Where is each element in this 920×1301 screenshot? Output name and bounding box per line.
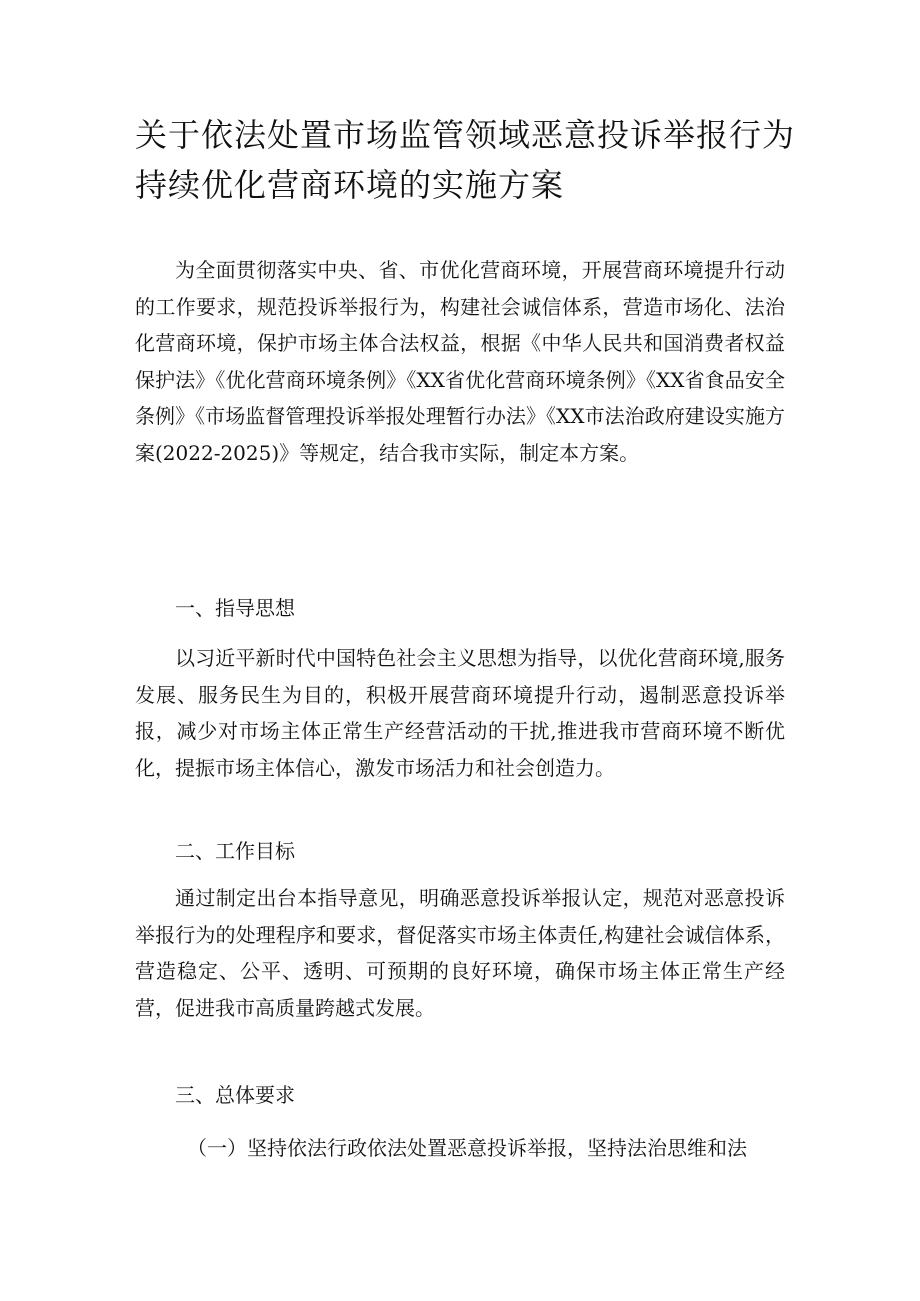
section-body-general-requirements: （一）坚持依法行政依法处置恶意投诉举报，坚持法治思维和法 [187, 1136, 747, 1160]
section-body-work-goals: 通过制定出台本指导意见，明确恶意投诉举报认定，规范对恶意投诉举报行为的处理程序和要求，督促落实市场主体责任,构建社会诚信体系，营造稳定、公平、透明、可预期的良好环境，确保市场主体正常生产经营，促进我市高质量跨越式发展。 [135, 886, 785, 1020]
section-heading-guiding-ideology: 一、指导思想 [175, 596, 295, 620]
section-body-guiding-ideology: 以习近平新时代中国特色社会主义思想为指导，以优化营商环境,服务发展、服务民生为目的，积极开展营商环境提升行动，遏制恶意投诉举报，减少对市场主体正常生产经营活动的干扰,推进我市营商环境不断优化，提振市场主体信心，激发市场活力和社会创造力。 [135, 646, 785, 780]
section-heading-general-requirements: 三、总体要求 [175, 1083, 295, 1107]
section-heading-work-goals: 二、工作目标 [175, 839, 295, 863]
document-title: 关于依法处置市场监管领域恶意投诉举报行为持续优化营商环境的实施方案 [135, 116, 796, 204]
intro-paragraph: 为全面贯彻落实中央、省、市优化营商环境，开展营商环境提升行动的工作要求，规范投诉举报行为，构建社会诚信体系，营造市场化、法治化营商环境，保护市场主体合法权益，根据《中华人民共和国消费者权益保护法》《优化营商环境条例》《XX省优化营商环境条例》《XX省食品安全条例》《市场监督管理投诉举报处理暂行办法》《XX市法治政府建设实施方案(2022-2025)》等规定，结合我市实际，制定本方案。 [135, 258, 785, 465]
